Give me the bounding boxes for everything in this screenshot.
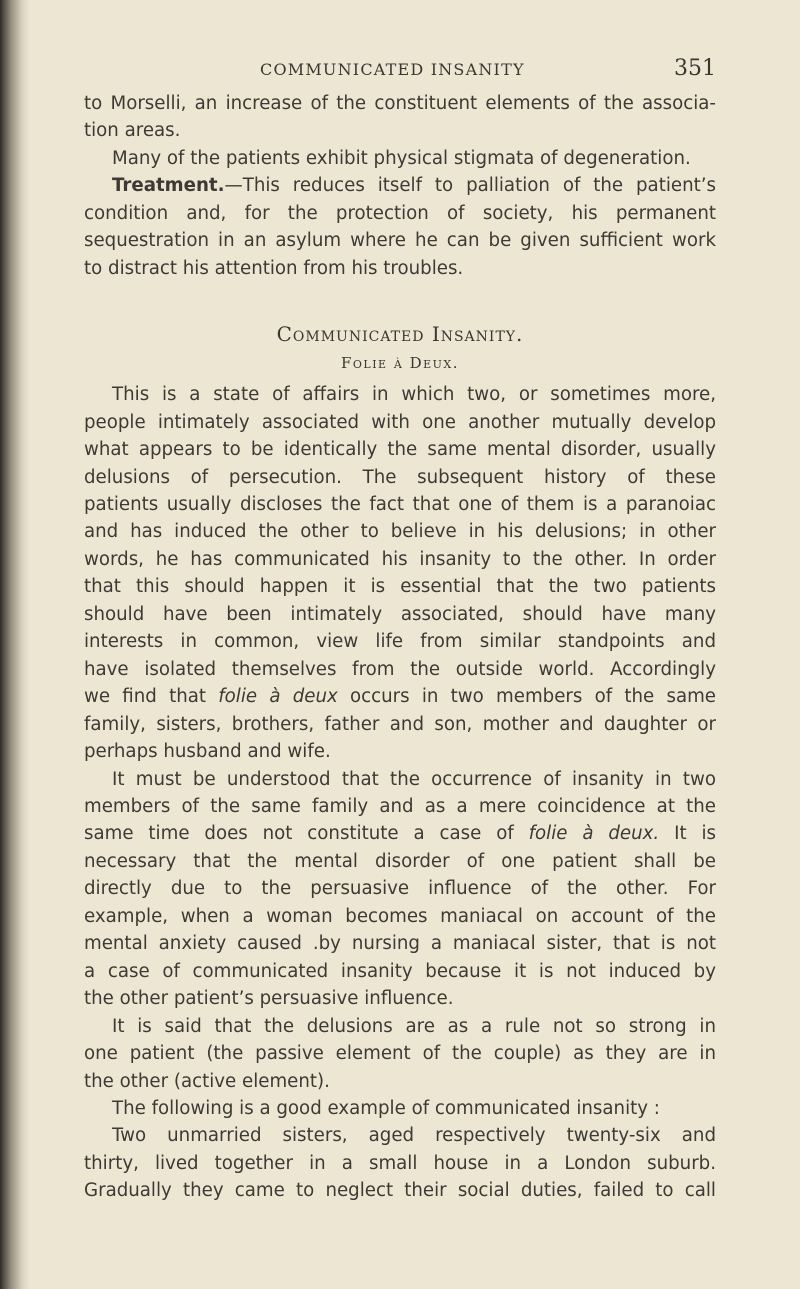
- text-line: to Morselli, an increase of the constituent elements of the associa-: [84, 93, 716, 114]
- book-page: [84, 58, 716, 1205]
- treatment-label: Treatment.: [112, 175, 225, 197]
- text-line: words, he has communicated his insanity to the other. In order: [84, 548, 716, 570]
- text-run: It is: [659, 823, 716, 845]
- text-line: interests in common, view life from similar standpoints and: [84, 631, 716, 653]
- text-line: delusions of persecution. The subsequent history of these: [84, 466, 716, 488]
- section-heading: [84, 319, 716, 375]
- text-line: This is a state of affairs in which two, or sometimes more,: [112, 384, 716, 406]
- paragraph-understood: [84, 766, 716, 1013]
- text-line: what appears to be identically the same mental disorder, usually: [84, 439, 716, 461]
- text-line: should have been intimately associated, should have many: [84, 603, 716, 625]
- paragraph-sisters: [84, 1122, 716, 1204]
- text-line: tion areas.: [84, 120, 181, 142]
- text-line: Gradually they came to neglect their social duties, failed to call: [84, 1180, 716, 1202]
- section-title: Communicated Insanity.: [276, 322, 524, 347]
- text-line: a case of communicated insanity because it is not induced by: [84, 960, 716, 982]
- paragraph-example-intro: [84, 1095, 716, 1122]
- text-line: mental anxiety caused .by nursing a maniacal sister, that is not: [84, 933, 716, 955]
- body-text: [84, 90, 716, 1205]
- text-line: [84, 172, 716, 199]
- text-line: [84, 820, 716, 847]
- text-line: the other (active element).: [84, 1070, 330, 1092]
- paragraph-stigmata: [84, 145, 716, 172]
- book-binding-shadow: [0, 0, 30, 1289]
- text-line: The following is a good example of communicated insanity :: [112, 1097, 660, 1119]
- text-run: —This reduces itself to palliation of the patient’s: [224, 175, 716, 197]
- page-number: 351: [674, 56, 716, 81]
- text-line: people intimately associated with one another mutually develop: [84, 411, 716, 433]
- paragraph-treatment: [84, 172, 716, 282]
- text-line: patients usually discloses the fact that one of them is a paranoiac: [84, 493, 716, 515]
- text-line: It is said that the delusions are as a rule not so strong in: [112, 1015, 716, 1037]
- section-subtitle: Folie à Deux.: [340, 354, 459, 373]
- text-line: condition and, for the protection of society, his permanent: [84, 202, 716, 224]
- text-run: same time does not constitute a case of: [84, 823, 529, 845]
- text-line: perhaps husband and wife.: [84, 741, 331, 763]
- paragraph-delusions: [84, 1013, 716, 1095]
- italic-term: folie à deux: [218, 686, 338, 708]
- text-line: that this should happen it is essential that the two patients: [84, 576, 716, 598]
- text-run: we find that: [84, 686, 219, 708]
- text-line: necessary that the mental disorder of one patient shall be: [84, 850, 716, 872]
- paragraph-morselli: [84, 90, 716, 145]
- text-line: It must be understood that the occurrence of insanity in two: [112, 768, 716, 790]
- text-line: have isolated themselves from the outside world. Accordingly: [84, 658, 716, 680]
- text-line: the other patient’s persuasive influence.: [84, 988, 454, 1010]
- text-line: one patient (the passive element of the couple) as they are in: [84, 1043, 716, 1065]
- text-line: sequestration in an asylum where he can be given sufficient work: [84, 230, 716, 252]
- text-line: and has induced the other to believe in his delusions; in other: [84, 521, 716, 543]
- text-line: Many of the patients exhibit physical stigmata of degeneration.: [112, 147, 691, 169]
- text-line: directly due to the persuasive influence of the other. For: [84, 878, 716, 900]
- text-line: to distract his attention from his troubles.: [84, 257, 464, 279]
- paragraph-folie-a-deux: [84, 381, 716, 765]
- text-line: example, when a woman becomes maniacal on account of the: [84, 905, 716, 927]
- running-header: [84, 58, 716, 90]
- text-line: family, sisters, brothers, father and son, mother and daughter or: [84, 713, 716, 735]
- running-title: COMMUNICATED INSANITY: [260, 60, 525, 79]
- italic-term: folie à deux.: [528, 823, 660, 845]
- text-line: members of the same family and as a mere coincidence at the: [84, 795, 716, 817]
- text-line: Two unmarried sisters, aged respectively twenty-six and: [112, 1125, 716, 1147]
- text-line: [84, 683, 716, 710]
- text-run: occurs in two members of the same: [337, 686, 716, 708]
- text-line: thirty, lived together in a small house in a London suburb.: [84, 1152, 716, 1174]
